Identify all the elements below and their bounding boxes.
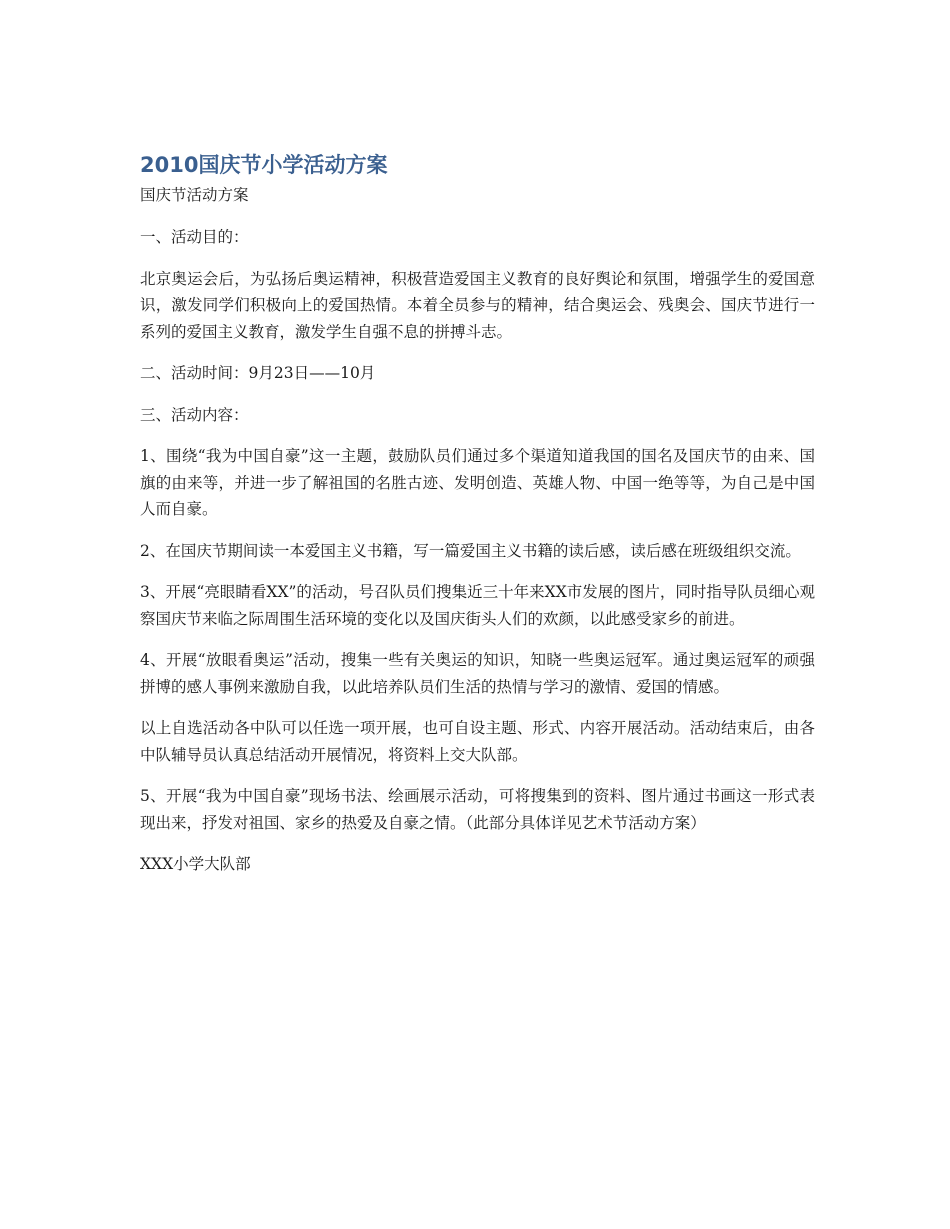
activity-item-2: 2、在国庆节期间读一本爱国主义书籍，写一篇爱国主义书籍的读后感，读后感在班级组织交流。	[140, 541, 801, 560]
section-heading-content: 三、活动内容：	[140, 405, 249, 424]
signature: XXX小学大队部	[140, 855, 251, 873]
activity-item-1: 1、围绕“我为中国自豪”这一主题，鼓励队员们通过多个渠道知道我国的国名及国庆节的由来、国旗的由来等，并进一步了解祖国的名胜古迹、发明创造、英雄人物、中国一绝等等，为自己是中国人而自豪。	[140, 447, 815, 518]
activity-item-4: 4、开展“放眼看奥运”活动，搜集一些有关奥运的知识，知晓一些奥运冠军。通过奥运冠军的顽强拼博的感人事例来激励自我，以此培养队员们生活的热情与学习的激情、爱国的情感。	[140, 651, 815, 696]
paragraph-note: 以上自选活动各中队可以任选一项开展，也可自设主题、形式、内容开展活动。活动结束后，由各中队辅导员认真总结活动开展情况，将资料上交大队部。	[140, 719, 815, 764]
paragraph-purpose: 北京奥运会后，为弘扬后奥运精神，积极营造爱国主义教育的良好舆论和氛围，增强学生的爱国意识，激发同学们积极向上的爱国热情。本着全员参与的精神，结合奥运会、残奥会、国庆节进行一系列的爱国主义教育，激发学生自强不息的拼搏斗志。	[140, 269, 815, 341]
section-heading-purpose: 一、活动目的：	[140, 228, 249, 246]
activity-item-5: 5、开展“我为中国自豪”现场书法、绘画展示活动，可将搜集到的资料、图片通过书画这一形式表现出来，抒发对祖国、家乡的热爱及自豪之情。（此部分具体详见艺术节活动方案）	[140, 787, 815, 832]
section-heading-time: 二、活动时间：9月23日——10月	[140, 364, 376, 382]
document-page	[140, 148, 815, 877]
document-title: 2010国庆节小学活动方案	[140, 153, 388, 177]
activity-item-3: 3、开展“亮眼睛看XX”的活动，号召队员们搜集近三十年来XX市发展的图片，同时指导队员细心观察国庆节来临之际周围生活环境的变化以及国庆街头人们的欢颜，以此感受家乡的前进。	[140, 583, 815, 628]
document-subtitle: 国庆节活动方案	[140, 186, 249, 204]
